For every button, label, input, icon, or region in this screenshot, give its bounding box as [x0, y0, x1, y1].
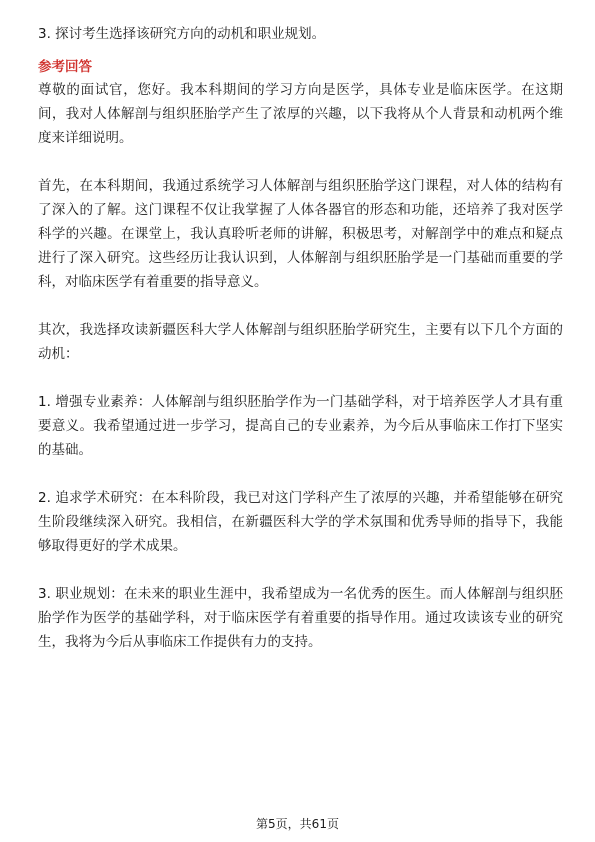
list-item-professional: 1. 增强专业素养：人体解剖与组织胚胎学作为一门基础学科，对于培养医学人才具有重要意义。我希望通过进一步学习，提高自己的专业素养，为今后从事临床工作打下坚实的基础。	[38, 394, 563, 458]
paragraph-motivation-intro: 其次，我选择攻读新疆医科大学人体解剖与组织胚胎学研究生，主要有以下几个方面的动机：	[38, 322, 563, 362]
list-item-career: 3. 职业规划：在未来的职业生涯中，我希望成为一名优秀的医生。而人体解剖与组织胚胎学作为医学的基础学科，对于临床医学有着重要的指导作用。通过攻读该专业的研究生，我将为今后从事临床工作提供有力的支持。	[38, 586, 563, 650]
paragraph-gap	[38, 462, 563, 486]
question-heading: 3. 探讨考生选择该研究方向的动机和职业规划。	[38, 26, 326, 42]
answer-label: 参考回答	[38, 59, 92, 75]
paragraph-gap	[38, 150, 563, 174]
paragraph-gap	[38, 558, 563, 582]
document-page	[38, 22, 563, 654]
paragraph-gap	[38, 294, 563, 318]
page-number: 第5页，共61页	[256, 817, 339, 831]
paragraph-background: 首先，在本科期间，我通过系统学习人体解剖与组织胚胎学这门课程，对人体的结构有了深入的了解。这门课程不仅让我掌握了人体各器官的形态和功能，还培养了我对医学科学的兴趣。在课堂上，我认真聆听老师的讲解，积极思考，对解剖学中的难点和疑点进行了深入研究。这些经历让我认识到，人体解剖与组织胚胎学是一门基础而重要的学科，对临床医学有着重要的指导意义。	[38, 178, 563, 290]
paragraph-intro: 尊敬的面试官，您好。我本科期间的学习方向是医学，具体专业是临床医学。在这期间，我对人体解剖与组织胚胎学产生了浓厚的兴趣，以下我将从个人背景和动机两个维度来详细说明。	[38, 82, 563, 146]
list-item-research: 2. 追求学术研究：在本科阶段，我已对这门学科产生了浓厚的兴趣，并希望能够在研究生阶段继续深入研究。我相信，在新疆医科大学的学术氛围和优秀导师的指导下，我能够取得更好的学术成果。	[38, 490, 563, 554]
paragraph-gap	[38, 366, 563, 390]
